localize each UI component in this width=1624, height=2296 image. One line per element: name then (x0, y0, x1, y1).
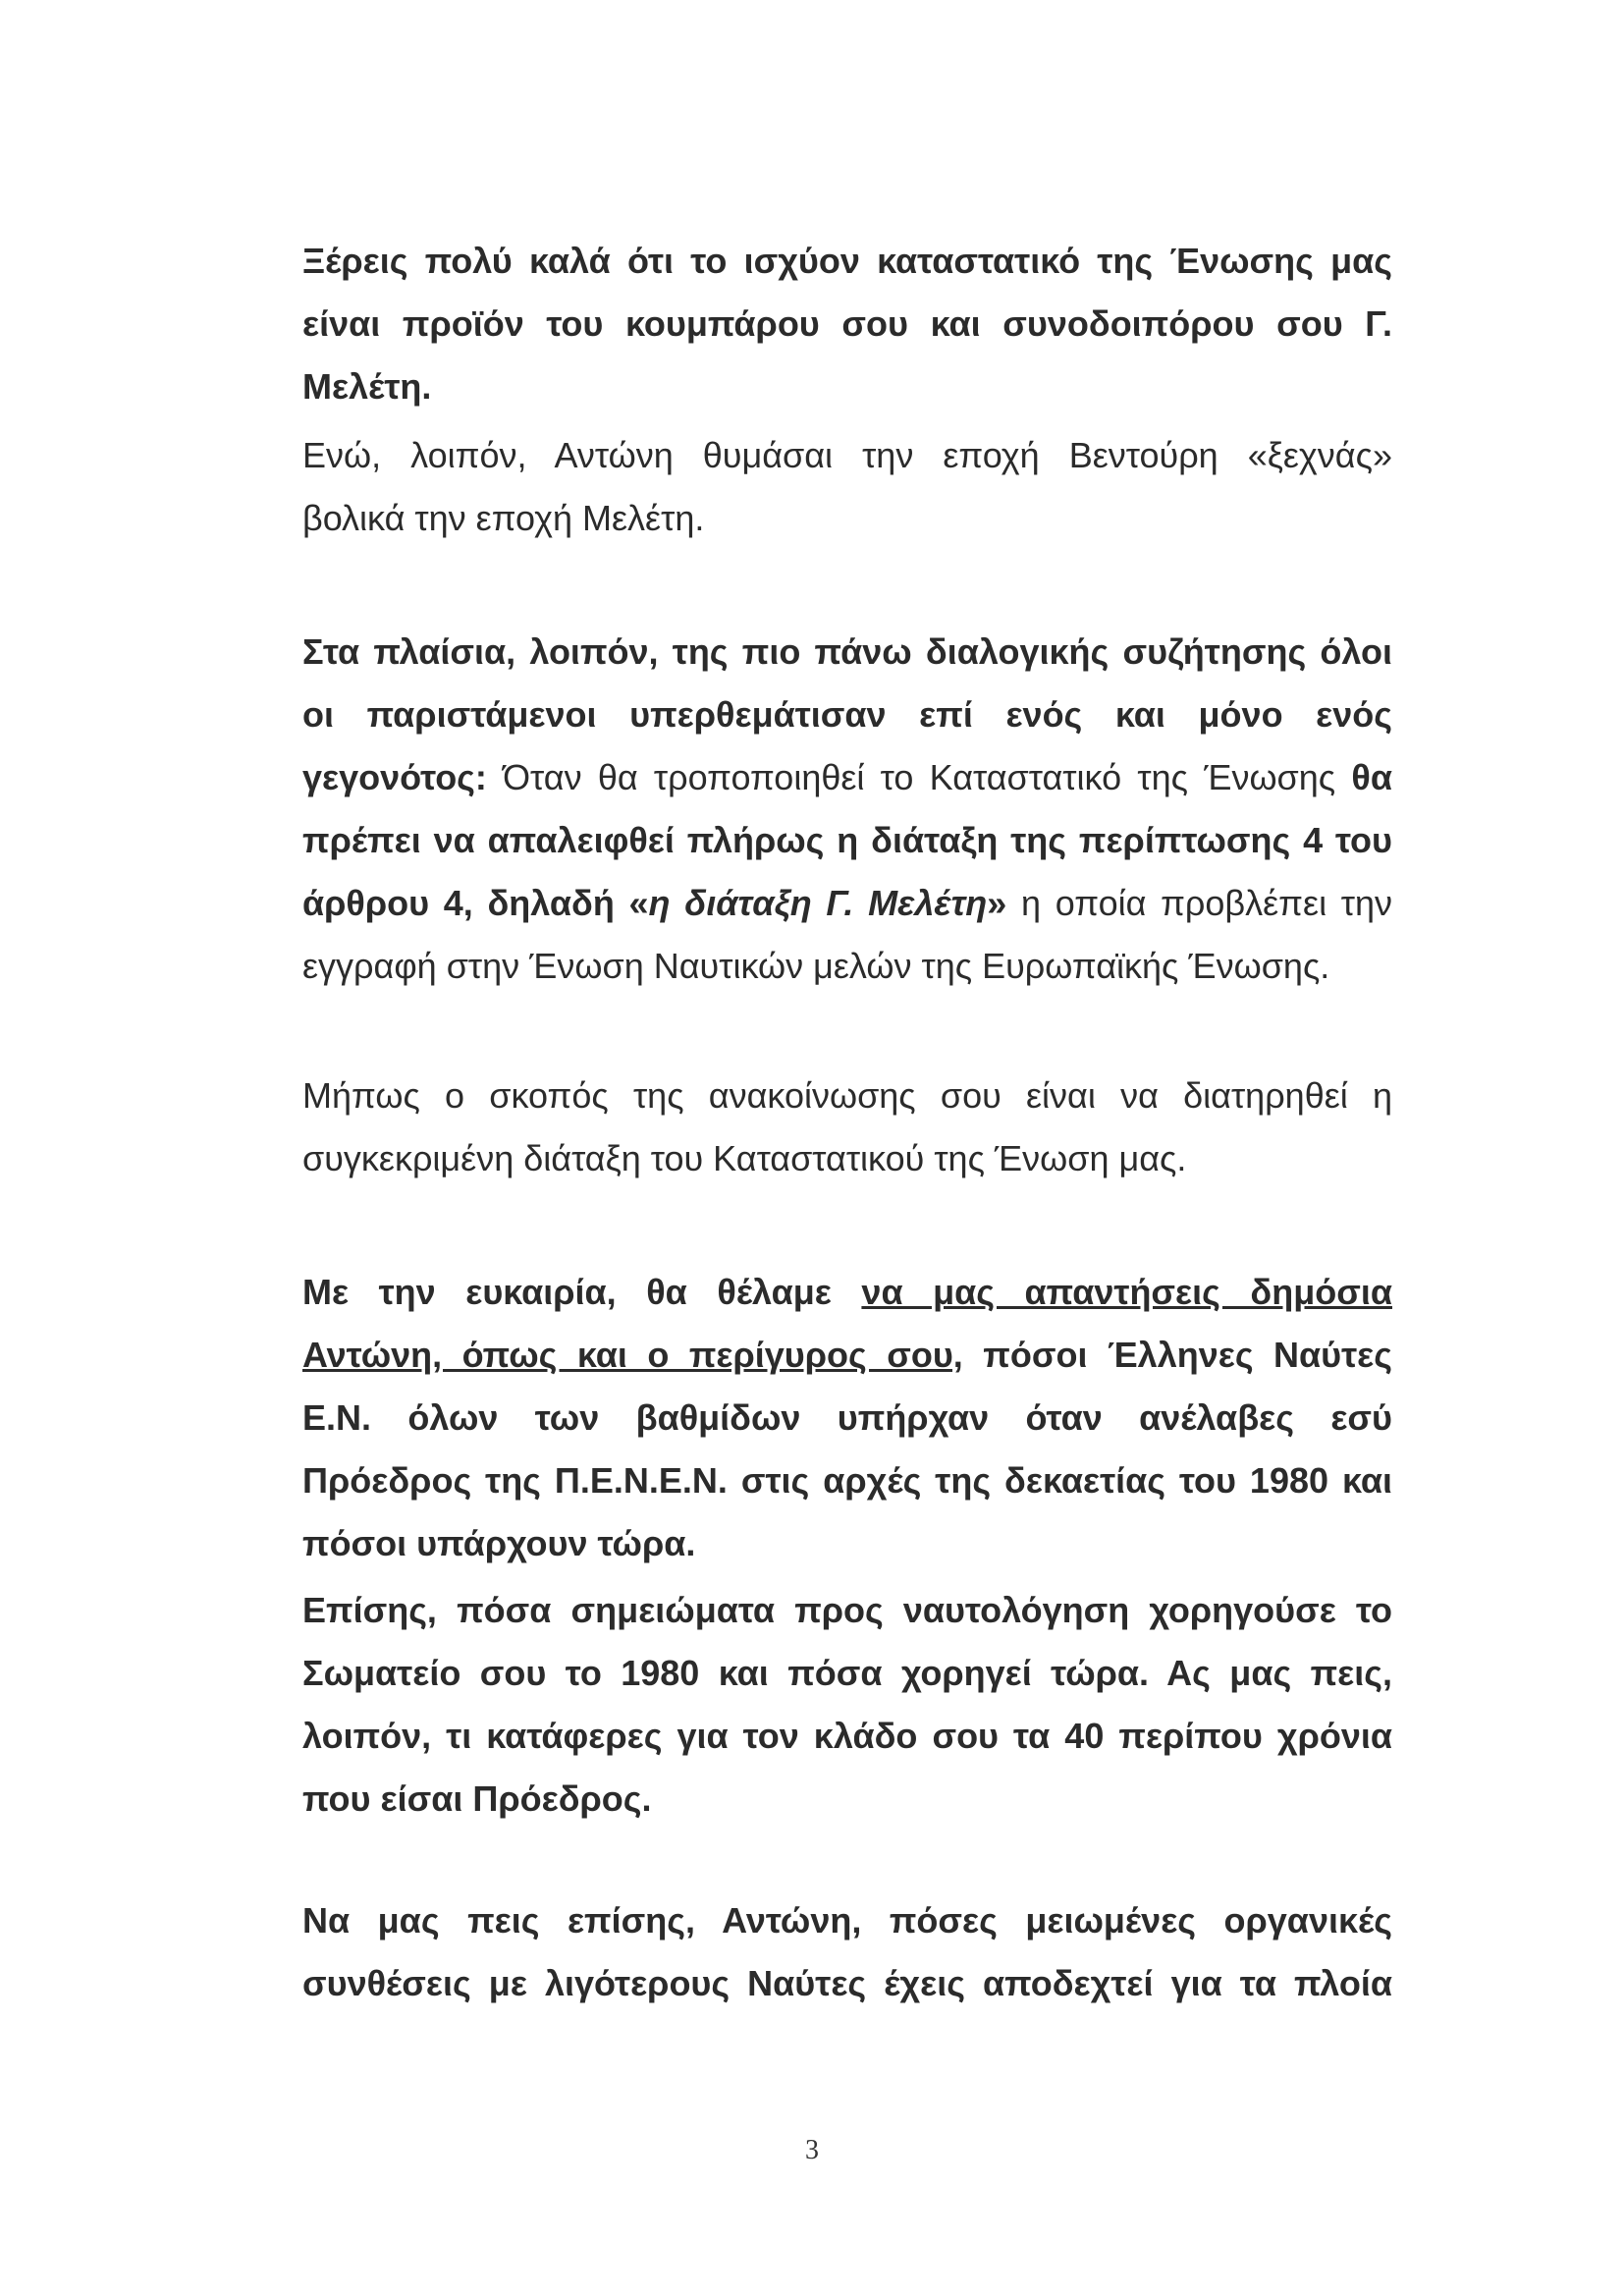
p1-line-1: Ξέρεις πολύ καλά ότι το ισχύον καταστατικό της Ένωσης μας (302, 241, 1392, 281)
p3-line-4: πρέπει να απαλειφθεί πλήρως η διάταξη της περίπτωσης 4 του (302, 820, 1392, 860)
p5-line-1-bold: Με την ευκαιρία, θα θέλαμε (302, 1272, 862, 1312)
p5-line-3: Ε.Ν. όλων των βαθμίδων υπήρχαν όταν ανέλαβες εσύ (302, 1397, 1392, 1438)
page-number: 3 (805, 2135, 819, 2165)
p3-line-3-regular: Όταν θα τροποποιηθεί το Καταστατικό της Ένωσης (486, 757, 1336, 797)
p6-line-3: λοιπόν, τι κατάφερες για τον κλάδο σου τα 40 περίπου χρόνια (302, 1716, 1392, 1756)
paragraph-6 (302, 1579, 1392, 1831)
paragraph-5 (302, 1261, 1392, 1575)
p4-line-1: Μήπως ο σκοπός της ανακοίνωσης σου είναι να διατηρηθεί η (302, 1075, 1392, 1116)
p3-line-5-bold: άρθρου 4, δηλαδή « (302, 883, 649, 923)
p6-line-2: Σωματείο σου το 1980 και πόσα χορηγεί τώρα. Ας μας πεις, (302, 1653, 1392, 1693)
p2-line-1: Ενώ, λοιπόν, Αντώνη θυμάσαι την εποχή Βεντούρη «ξεχνάς» (302, 435, 1392, 475)
p5-line-4: Πρόεδρος της Π.Ε.Ν.Ε.Ν. στις αρχές της δεκαετίας του 1980 και (302, 1460, 1392, 1501)
p5-line-1 (302, 1261, 1392, 1324)
p5-line-2-bold: πόσοι Έλληνες Ναύτες (962, 1335, 1392, 1375)
p3-line-2: οι παριστάμενοι υπερθεμάτισαν επί ενός και μόνο ενός (302, 694, 1392, 735)
paragraph-7 (302, 1889, 1392, 2015)
p3-line-3-bold: γεγονότος: (302, 757, 487, 797)
p4-line-2: συγκεκριμένη διάταξη του Καταστατικού της Ένωση μας. (302, 1138, 1187, 1178)
p3-line-5 (302, 872, 1392, 935)
p1-line-2: είναι προϊόν του κουμπάρου σου και συνοδοιπόρου σου Γ. (302, 303, 1392, 344)
p7-line-2: συνθέσεις με λιγότερους Ναύτες έχεις αποδεχτεί για τα πλοία (302, 1963, 1392, 2003)
p5-line-2-underlined: Αντώνη, όπως και ο περίγυρος σου, (302, 1335, 963, 1375)
p5-line-1-underlined: να μας απαντήσεις δημόσια (861, 1272, 1393, 1312)
p3-line-5-quote: » (987, 883, 1007, 923)
p7-line-1: Να μας πεις επίσης, Αντώνη, πόσες μειωμένες οργανικές (302, 1900, 1392, 1941)
p6-line-1: Επίσης, πόσα σημειώματα προς ναυτολόγηση χορηγούσε το (302, 1590, 1392, 1630)
p5-line-2 (302, 1324, 1392, 1387)
p5-line-5: πόσοι υπάρχουν τώρα. (302, 1523, 696, 1563)
p3-line-3-end: θα (1335, 757, 1392, 797)
p1-line-3: Μελέτη. (302, 366, 432, 407)
p3-line-1: Στα πλαίσια, λοιπόν, της πιο πάνω διαλογικής συζήτησης όλοι (302, 631, 1392, 672)
paragraph-4 (302, 1065, 1392, 1190)
p2-line-2: βολικά την εποχή Μελέτη. (302, 498, 705, 538)
paragraph-3 (302, 621, 1392, 998)
p6-line-4: που είσαι Πρόεδρος. (302, 1778, 652, 1819)
p3-line-3 (302, 746, 1392, 809)
p3-line-5-italic: η διάταξη Γ. Μελέτη (648, 883, 988, 923)
paragraph-1 (302, 230, 1392, 418)
paragraph-2 (302, 424, 1392, 550)
p3-line-5-regular: η οποία προβλέπει την (1006, 883, 1392, 923)
p3-line-6: εγγραφή στην Ένωση Ναυτικών μελών της Ευρωπαϊκής Ένωσης. (302, 946, 1330, 986)
